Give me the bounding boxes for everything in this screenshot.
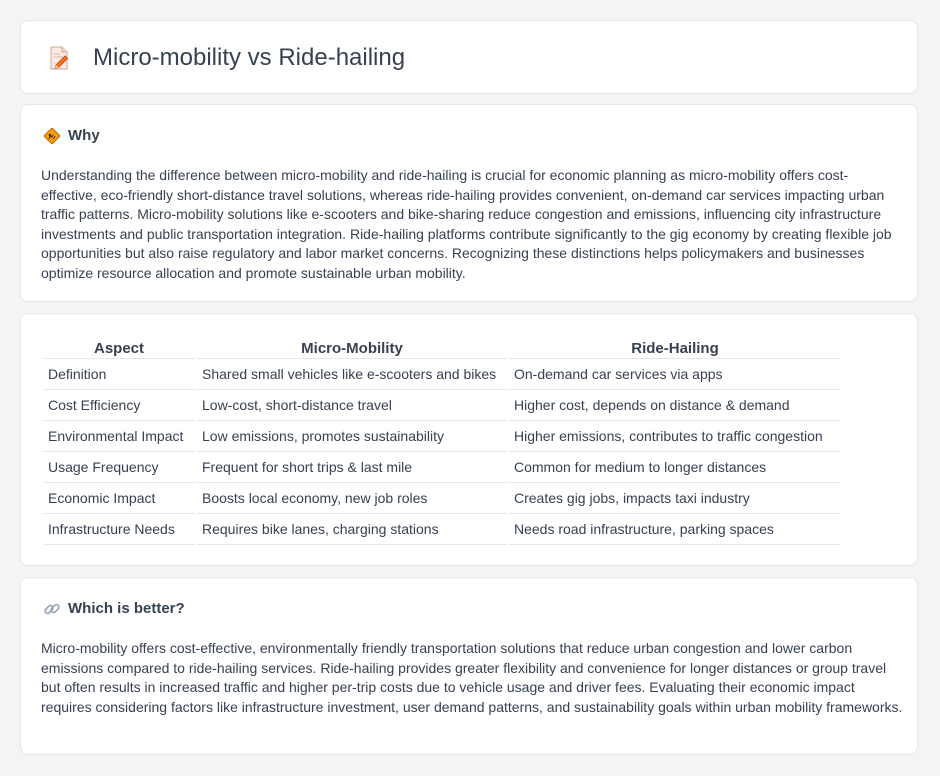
page-title: Micro-mobility vs Ride-hailing <box>93 44 406 71</box>
table-cell-micro-mobility: Frequent for short trips & last mile <box>197 452 507 483</box>
table-cell-aspect: Cost Efficiency <box>43 390 195 421</box>
table-cell-ride-hailing: Common for medium to longer distances <box>509 452 841 483</box>
table-row <box>43 390 841 421</box>
column-header-ride-hailing: Ride-Hailing <box>509 336 841 359</box>
table-cell-ride-hailing: Needs road infrastructure, parking spaces <box>509 514 841 545</box>
why-header <box>43 126 100 146</box>
table-cell-aspect: Economic Impact <box>43 483 195 514</box>
table-header-row <box>43 336 841 359</box>
warning-sign-icon <box>43 127 61 145</box>
document-edit-icon <box>47 45 71 71</box>
table-cell-ride-hailing: Higher cost, depends on distance & demand <box>509 390 841 421</box>
table-cell-aspect: Usage Frequency <box>43 452 195 483</box>
table-row <box>43 514 841 545</box>
better-paragraph: Micro-mobility offers cost-effective, environmentally friendly transportation solutions that reduce urban congestion and lower carbon emissions compared to ride-hailing services. Ride-hailing provides greater flexibility and convenience for longer distances or group travel but often results in increased traffic and higher per-trip costs due to vehicle usage and driver fees. Evaluating their economic impact requires considering factors like infrastructure investment, user demand patterns, and sustainability goals within urban mobility frameworks. <box>41 640 903 715</box>
column-header-aspect: Aspect <box>43 336 195 359</box>
title-row <box>47 43 405 73</box>
table-cell-micro-mobility: Requires bike lanes, charging stations <box>197 514 507 545</box>
table-cell-aspect: Environmental Impact <box>43 421 195 452</box>
why-section <box>20 104 918 302</box>
table-cell-ride-hailing: Higher emissions, contributes to traffic congestion <box>509 421 841 452</box>
table-cell-aspect: Infrastructure Needs <box>43 514 195 545</box>
better-header <box>43 599 185 619</box>
table-row <box>43 483 841 514</box>
table-row <box>43 452 841 483</box>
title-card <box>20 20 918 94</box>
table-cell-ride-hailing: Creates gig jobs, impacts taxi industry <box>509 483 841 514</box>
table-cell-micro-mobility: Low-cost, short-distance travel <box>197 390 507 421</box>
comparison-table <box>41 336 843 545</box>
table-cell-micro-mobility: Low emissions, promotes sustainability <box>197 421 507 452</box>
why-paragraph: Understanding the difference between micro-mobility and ride-hailing is crucial for economic planning as micro-mobility offers cost-effective, eco-friendly short-distance travel solutions, whereas ride-hailing provides convenient, on-demand car services impacting urban traffic patterns. Micro-mobility solutions like e-scooters and bike-sharing reduce congestion and emissions, influencing city infrastructure investments and public transportation integration. Ride-hailing platforms contribute significantly to the gig economy by creating flexible job opportunities but also raise regulatory and labor market concerns. Recognizing these distinctions helps policymakers and businesses optimize resource allocation and promote sustainable urban mobility. <box>41 167 892 281</box>
why-heading: Why <box>68 127 100 144</box>
comparison-section <box>20 313 918 566</box>
table-cell-ride-hailing: On-demand car services via apps <box>509 359 841 390</box>
better-heading: Which is better? <box>68 600 185 617</box>
link-icon <box>43 600 61 618</box>
table-row <box>43 359 841 390</box>
table-cell-micro-mobility: Shared small vehicles like e-scooters and bikes <box>197 359 507 390</box>
column-header-micro-mobility: Micro-Mobility <box>197 336 507 359</box>
table-cell-micro-mobility: Boosts local economy, new job roles <box>197 483 507 514</box>
table-cell-aspect: Definition <box>43 359 195 390</box>
better-section <box>20 577 918 755</box>
table-row <box>43 421 841 452</box>
